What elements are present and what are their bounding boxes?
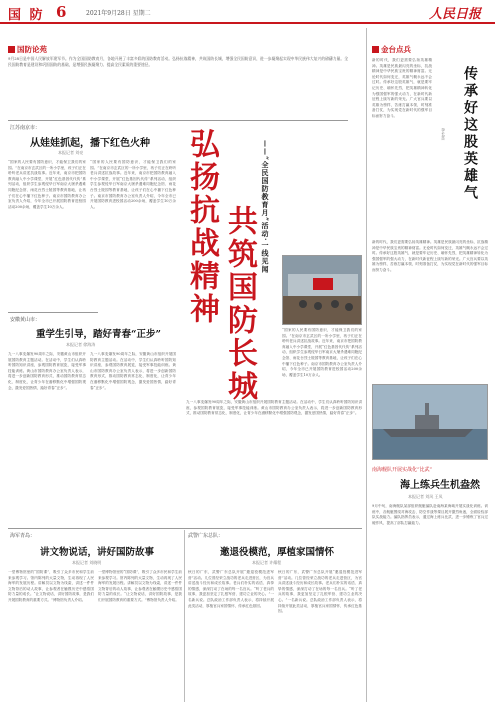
- bottom-right-body: 9月中旬，南海舰队某部组织舰艇编队赴南海某海域开展实战化训练。训练中，各舰艇围绕对海攻击、防空作战等课目展开激烈角逐，全面检验部队实战能力。编队指挥员表示，通过海上练兵比武，进一步锤炼了官兵过硬作风，提高了部队打赢能力。: [372, 504, 488, 525]
- bottom-right-byline: 本报记者 刘风 王凤: [408, 494, 443, 499]
- article4-body-col1: 秋日的广东，武警广东总队开展“邀退役模范进军营”活动。几位曾经荣立战功的老兵走进营区，为官兵讲述战斗经历和成长故事。老兵们朴实的话语、真挚的情感，深深打动了在场的每一名官兵。“听了老兵的故事，我更加坚定了扎根军营、建功立业的决心。”一名新兵说。总队政治工作部负责人表示，将持续开展此类活动，厚植官兵家国情怀，传承红色基因。: [188, 570, 274, 608]
- newspaper-logo: 人民日报: [428, 7, 481, 22]
- ceremony-photo: [282, 255, 362, 325]
- article3-body-col1: 一堂博物馆里的“国防课”，吸引了众多市民和学生前来参观学习。馆内陈列的大量文物，生动再现了人民海军的发展历程。讲解员以文物为线索，讲述一件件文物背后的动人故事，让参观者在触摸历史中感悟国防力量的成长。“让文物说话，讲好国防故事，是我们开展国防教育的重要方式。”博物馆负责人介绍。: [8, 570, 94, 602]
- divider: [8, 528, 362, 529]
- article4-body-col2: 秋日的广东，武警广东总队开展“邀退役模范进军营”活动。几位曾经荣立战功的老兵走进营区，为官兵讲述战斗经历和成长故事。老兵们朴实的话语、真挚的情感，深深打动了在场的每一名官兵。“听了老兵的故事，我更加坚定了扎根军营、建功立业的决心。”一名新兵说。总队政治工作部负责人表示，将持续开展此类活动，厚植官兵家国情怀，传承红色基因。: [278, 570, 362, 614]
- bottom-right-headline: [400, 476, 480, 491]
- article1-headline: 从娃娃抓起，播下红色火种: [30, 138, 150, 149]
- article2-body-col1: 九一八事变爆发90周年之际，安徽黄山市组织开展国防教育主题活动。在活动中，学生们认真聆听国防知识讲座，参观国防教育展览，接受军事技能训练。黄山市国防教育办公室负责人表示，将进一步创新国防教育形式，推动国防教育常态化、制度化，让青少年在潜移默化中增强国防观念，激发爱国热情，踏好青春“正步”。: [8, 352, 86, 390]
- article3-headline: 讲文物说话，讲好国防故事: [40, 547, 155, 558]
- section-name: 国 防: [8, 8, 45, 23]
- article2-body-col2: 九一八事变爆发90周年之际，安徽黄山市组织开展国防教育主题活动。在活动中，学生们认真聆听国防知识讲座，参观国防教育展览，接受军事技能训练。黄山市国防教育办公室负责人表示，将进一步创新国防教育形式，推动国防教育常态化、制度化，让青少年在潜移默化中增强国防观念，激发爱国热情，踏好青春“正步”。: [90, 352, 176, 390]
- article1-byline: 本报记者 刘亮: [58, 150, 84, 155]
- ceremony-photo-image: [283, 256, 362, 325]
- article3-byline: 本报记者 刘晓明: [72, 560, 102, 565]
- main-subtitle: ——“全民国防教育月”活动·一线见闻: [261, 140, 270, 274]
- section-tag-jintai: 金台点兵: [372, 44, 411, 55]
- commentary-body-col1: 新的时代，我们更需要弘扬英雄精神。英雄是民族最闪亮的坐标，抗战精神是中华民族宝贵的精神财富。无论时代如何变迁，英雄气概永远不会过时。传承好这股英雄气，就是要牢记历史、缅怀先烈，把英雄精神转化为强国强军的强大动力，在新时代新征程上续写新的荣光。广大官兵要以英雄为榜样，苦练打赢本领，时刻准备打仗，为实现党在新时代的强军目标而努力奋斗。: [372, 58, 432, 118]
- navy-photo-image: [373, 385, 488, 460]
- bottom-right-headline-part1: 海上练兵: [400, 480, 440, 491]
- commentary-byline: 李长喜: [441, 128, 446, 140]
- main-title-line2: 共筑国防长城: [222, 205, 257, 403]
- article2-byline: 本报记者 徐海涛: [66, 342, 96, 347]
- navy-photo: [372, 384, 488, 460]
- article2-kicker: 安徽黄山市：: [10, 317, 41, 323]
- divider: [8, 312, 98, 313]
- article3-body-col2: 一堂博物馆里的“国防课”，吸引了众多市民和学生前来参观学习。馆内陈列的大量文物，生动再现了人民海军的发展历程。讲解员以文物为线索，讲述一件件文物背后的动人故事，让参观者在触摸历史中感悟国防力量的成长。“让文物说话，讲好国防故事，是我们开展国防教育的重要方式。”博物馆负责人介绍。: [98, 570, 182, 602]
- photo-caption: “国家的人民要有国防意识，才能保卫我们的家园。”在南京市玄武区的一所小学里，孩子们正在聆听老兵讲述抗战故事。近年来，南京市把国防教育融入中小学课堂，开展“红色基因代代传”系列活动，组织学生参观侵华日军南京大屠杀遇难同胞纪念馆、雨花台烈士陵园等教育基地，让孩子们在心中播下红色种子。南京市国防教育办公室负责人介绍，今年全市已开展国防教育进校园活动200余场，覆盖学生10万余人。: [282, 328, 362, 377]
- article2-headline: 重学生引导，踏好青春“正步”: [36, 329, 161, 340]
- bottom-right-kicker: 南海舰队开展实战化“比武”: [372, 467, 433, 473]
- commentary-body-col2: 新的时代，我们更需要弘扬英雄精神。英雄是民族最闪亮的坐标，抗战精神是中华民族宝贵的精神财富。无论时代如何变迁，英雄气概永远不会过时。传承好这股英雄气，就是要牢记历史、缅怀先烈，把英雄精神转化为强国强军的强大动力，在新时代新征程上续写新的荣光。广大官兵要以英雄为榜样，苦练打赢本领，时刻准备打仗，为实现党在新时代的强军目标而努力奋斗。: [372, 240, 488, 272]
- article1-body-col2: “国家的人民要有国防意识，才能保卫我们的家园。”在南京市玄武区的一所小学里，孩子们正在聆听老兵讲述抗战故事。近年来，南京市把国防教育融入中小学课堂，开展“红色基因代代传”系列活动，组织学生参观侵华日军南京大屠杀遇难同胞纪念馆、雨花台烈士陵园等教育基地，让孩子们在心中播下红色种子。南京市国防教育办公室负责人介绍，今年全市已开展国防教育进校园活动200余场，覆盖学生10万余人。: [90, 160, 176, 209]
- commentary-title: 传承好这股英雄气: [462, 66, 478, 202]
- article4-kicker: 武警广东总队：: [188, 533, 224, 539]
- page-number: 6: [56, 3, 67, 21]
- article3-kicker: 海军青岛：: [10, 533, 36, 539]
- main-title-line1: 弘扬抗战精神: [184, 128, 219, 326]
- column-divider: [366, 28, 367, 702]
- article4-headline: 邀退役模范，厚植家国情怀: [220, 547, 335, 558]
- intro-paragraph: 9月28日是中国人民解放军建军节。作为全国国防教育月，各地开展了丰富多彩的国防教育活动。弘扬抗战精神，共筑国防长城，增强全民国防意识，进一步凝聚起实现中华民族伟大复兴的磅礴力量。全民国防教育是建设和巩固国防的基础，是增强民族凝聚力、提高全民素质的重要途径。: [8, 56, 348, 67]
- divider: [8, 120, 348, 121]
- article4-byline: 本报记者 许耀程: [252, 560, 282, 565]
- section-tag-lunyuan: 国防论苑: [8, 44, 47, 55]
- issue-date: 2021年9月28日 星期二: [86, 10, 151, 17]
- bottom-right-headline-part2: 生机盎然: [440, 480, 480, 491]
- page-header: [0, 0, 495, 24]
- article1-body-col1: “国家的人民要有国防意识，才能保卫我们的家园。”在南京市玄武区的一所小学里，孩子们正在聆听老兵讲述抗战故事。近年来，南京市把国防教育融入中小学课堂，开展“红色基因代代传”系列活动，组织学生参观侵华日军南京大屠杀遇难同胞纪念馆、雨花台烈士陵园等教育基地，让孩子们在心中播下红色种子。南京市国防教育办公室负责人介绍，今年全市已开展国防教育进校园活动200余场，覆盖学生10万余人。: [8, 160, 86, 209]
- divider: [184, 530, 185, 702]
- article2-body-col3: 九一八事变爆发90周年之际，安徽黄山市组织开展国防教育主题活动。在活动中，学生们认真聆听国防知识讲座，参观国防教育展览，接受军事技能训练。黄山市国防教育办公室负责人表示，将进一步创新国防教育形式，推动国防教育常态化、制度化，让青少年在潜移默化中增强国防观念，激发爱国热情，踏好青春“正步”。: [186, 400, 362, 416]
- article1-kicker: 江苏南京市：: [10, 125, 41, 131]
